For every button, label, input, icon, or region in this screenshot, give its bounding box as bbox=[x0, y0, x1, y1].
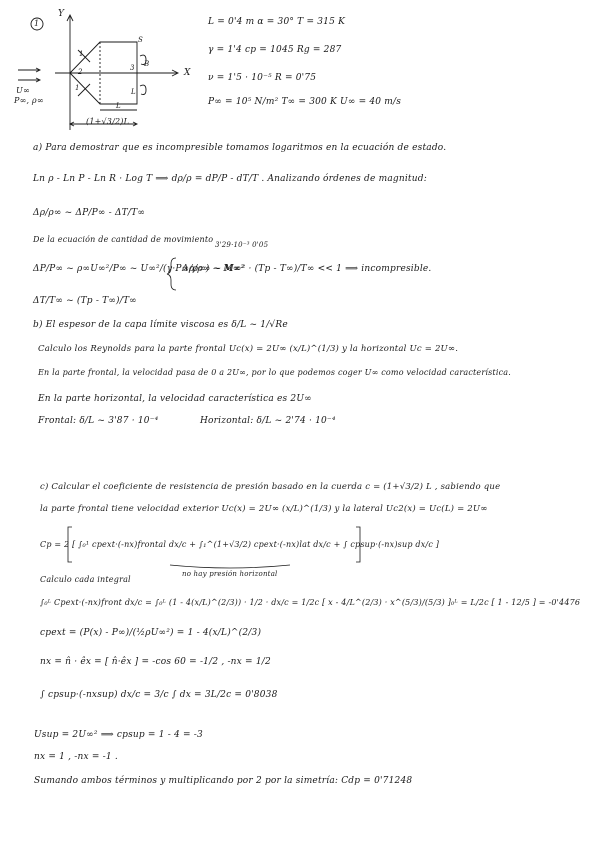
axis-x-label: X bbox=[184, 68, 191, 78]
part-c-integral-label: Calculo cada integral bbox=[40, 575, 131, 584]
part-c-cp-formula: Cp = 2 [ ∫₀¹ cpext·(-nx)frontal dx/c + ∫₁^(1+√3/2) cpext·(-nx)lat dx/c + ∫ cpsup·(-nx)sup dx/c ] bbox=[40, 540, 440, 549]
part-b-intro: b) El espesor de la capa límite viscosa es δ/L ~ 1/√Re bbox=[33, 320, 288, 330]
part-a-dt-equation: ΔT/T∞ ~ (Tp - T∞)/T∞ bbox=[33, 296, 137, 306]
label-bottom-dimension: (1+√3/2)L bbox=[86, 117, 130, 126]
part-c-integral-equation: ∫₀ᴸ Cpext·(-nx)front dx/c = ∫₀ᴸ (1 - 4(x/L)^(2/3)) · 1/2 · dx/c = 1/2c [ x - 4/L^(2/3) · x^(5/3)/(5/3) ]₀ᴸ = L/2c [ 1 - 12/5 ] = -0'4476 bbox=[40, 598, 581, 607]
part-c-no-pressure-note: no hay presión horizontal bbox=[182, 570, 278, 578]
label-l-right: L bbox=[131, 88, 136, 96]
axis-y-label: Y bbox=[58, 9, 65, 19]
label-2: 2 bbox=[78, 68, 83, 76]
part-c-line-2: la parte frontal tiene velocidad exterior Uc(x) = 2U∞ (x/L)^(1/3) y la lateral Uc2(x) = Uc(L) = 2U∞ bbox=[40, 504, 488, 514]
label-s: S bbox=[138, 36, 143, 44]
givens-line-1: L = 0'4 m α = 30° T = 315 K bbox=[208, 17, 346, 27]
givens-line-2: γ = 1'4 cp = 1045 Rg = 287 bbox=[208, 45, 342, 55]
part-b-result-frontal: Frontal: δ/L ~ 3'87 · 10⁻⁴ bbox=[38, 416, 159, 426]
part-a-brace-equation: Δρ/ρ∞ ~ M∞² · (Tp - T∞)/T∞ << 1 ⟹ incompresible. bbox=[182, 264, 432, 274]
label-p-rho: P∞, ρ∞ bbox=[14, 96, 44, 105]
part-b-line-2: En la parte frontal, la velocidad pasa de 0 a 2U∞, por lo que podemos coger U∞ como velocidad característica. bbox=[38, 368, 512, 377]
part-a-magnitudes: 3'29·10⁻³ 0'05 bbox=[215, 241, 269, 249]
label-1b: 1 bbox=[75, 84, 80, 92]
part-b-result-horizontal: Horizontal: δ/L ~ 2'74 · 10⁻⁴ bbox=[200, 416, 336, 426]
part-c-final-result: Sumando ambos términos y multiplicando por 2 por la simetría: Cdp = 0'71248 bbox=[34, 776, 413, 786]
part-a-dp-equation: ΔP/P∞ ~ ρ∞U∞²/P∞ ~ U∞²/(γ·P∞/ρ∞) ~ M∞² bbox=[33, 264, 245, 274]
label-1a: 1 bbox=[79, 50, 84, 58]
givens-line-3: ν = 1'5 · 10⁻⁵ R = 0'75 bbox=[208, 73, 317, 83]
part-a-momentum-label: De la ecuación de cantidad de movimiento bbox=[33, 235, 214, 244]
label-bottom-l: L bbox=[116, 102, 121, 110]
part-b-line-3: En la parte horizontal, la velocidad característica es 2U∞ bbox=[38, 394, 312, 404]
givens-line-4: P∞ = 10⁵ N/m² T∞ = 300 K U∞ = 40 m/s bbox=[208, 97, 402, 107]
part-a-log-equation: Ln ρ - Ln P - Ln R · Log T ⟹ dρ/ρ = dP/P - dT/T . Analizando órdenes de magnitud: bbox=[33, 174, 427, 184]
part-c-usup-equation: Usup = 2U∞² ⟹ cpsup = 1 - 4 = -3 bbox=[34, 730, 203, 740]
label-u-inf: U∞ bbox=[16, 86, 30, 95]
part-c-nx-equation: nx = n̂ · êx = [ n̂·êx ] = -cos 60 = -1/2 , -nx = 1/2 bbox=[40, 657, 271, 667]
part-c-intro: c) Calcular el coeficiente de resistencia de presión basado en la cuerda c = (1+√3/2) L , sabiendo que bbox=[40, 482, 501, 492]
label-b: B bbox=[144, 60, 150, 68]
part-c-second-integral: ∫ cpsup·(-nxsup) dx/c = 3/c ∫ dx = 3L/2c = 0'8038 bbox=[40, 690, 278, 700]
part-c-nx2-equation: nx = 1 , -nx = -1 . bbox=[34, 752, 118, 762]
part-a-order-equation: Δρ/ρ∞ ~ ΔP/P∞ - ΔT/T∞ bbox=[33, 208, 146, 218]
part-c-cpext-equation: cpext = (P(x) - P∞)/(½ρU∞²) = 1 - 4(x/L)^(2/3) bbox=[40, 628, 262, 638]
part-b-line-1: Calculo los Reynolds para la parte frontal Uc(x) = 2U∞ (x/L)^(1/3) y la horizontal Uc = 2U∞. bbox=[38, 344, 459, 354]
problem-number: 1 bbox=[34, 19, 40, 28]
part-a-intro: a) Para demostrar que es incompresible tomamos logaritmos en la ecuación de estado. bbox=[33, 143, 447, 153]
label-3: 3 bbox=[130, 64, 135, 72]
